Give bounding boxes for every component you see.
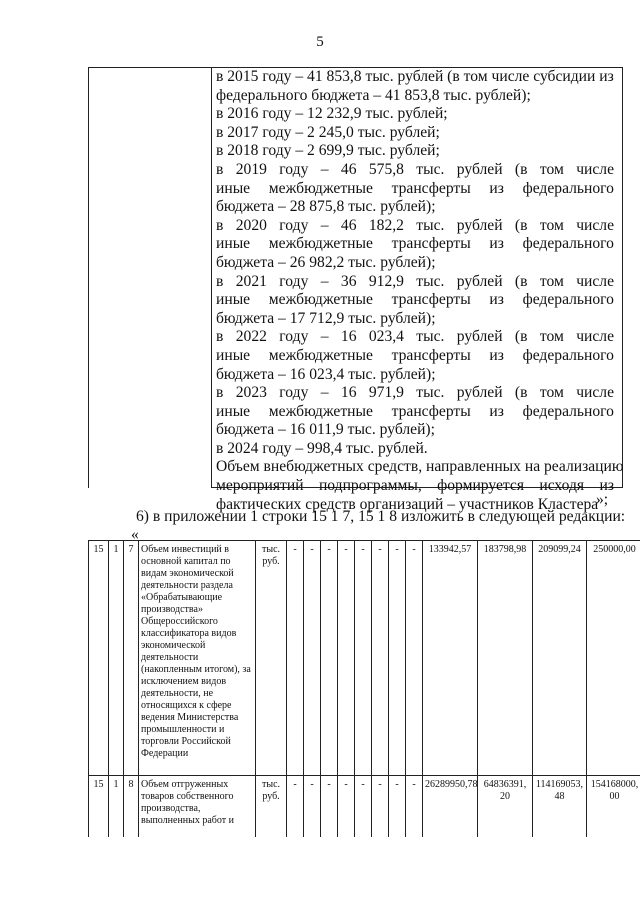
text-word: 971,9 [368, 384, 404, 402]
closing-quote: »; [596, 491, 609, 508]
text-line: фактических средств организаций – участников Кластера [216, 495, 599, 513]
table-cell: - [304, 776, 321, 838]
table-cell: - [287, 541, 304, 776]
text-word: 575,8 [368, 160, 404, 178]
table-cell: 26289950,78 [423, 776, 478, 838]
text-word: из [489, 291, 504, 309]
page-number: 5 [316, 34, 324, 50]
indicator-description-cell: Объем отгруженных товаров собственного производства, выполненных работ и [139, 776, 256, 838]
text-word: (в [514, 160, 528, 178]
text-line [216, 328, 614, 347]
table-cell: - [406, 541, 423, 776]
text-word: федерального [522, 291, 614, 309]
text-word: трансферты [391, 235, 471, 253]
text-word: трансферты [391, 291, 471, 309]
text-line: бюджета – 16 011,9 тыс. рублей); [216, 421, 435, 439]
table-cell: - [389, 776, 406, 838]
text-word: из [489, 235, 504, 253]
text-line [216, 273, 614, 292]
text-word: – [320, 328, 329, 346]
text-word: федерального [522, 235, 614, 253]
text-line: в 2015 году – 41 853,8 тыс. рублей (в том числе субсидии из [216, 68, 614, 85]
text-word: тыс. [416, 216, 445, 234]
text-word: межбюджетные [268, 235, 373, 253]
table-cell: - [338, 776, 355, 838]
text-word: из [489, 346, 504, 364]
text-word: 16 [340, 384, 357, 402]
text-word: (в [514, 272, 528, 290]
table-row [89, 776, 640, 838]
table-cell: 7 [124, 541, 139, 776]
text-word: исходя [539, 477, 585, 495]
table-cell: - [321, 776, 338, 838]
text-word: рублей [456, 328, 503, 346]
table-column-divider [211, 68, 212, 488]
table-cell: тыс. руб. [256, 776, 287, 838]
opening-quote: « [131, 526, 139, 543]
table-cell: 133942,57 [423, 541, 478, 776]
text-word: году [279, 216, 309, 234]
text-word: году [279, 328, 309, 346]
text-word: из [489, 402, 504, 420]
text-word: тыс. [416, 272, 445, 290]
text-word: межбюджетные [268, 179, 373, 197]
text-line [216, 477, 614, 496]
table-cell: - [321, 541, 338, 776]
text-word: числе [576, 384, 614, 402]
table-cell: 1 [109, 776, 124, 838]
table-cell: 8 [124, 776, 139, 838]
text-word: числе [576, 160, 614, 178]
table-cell: 250000,00 [587, 541, 640, 776]
table-cell: - [287, 776, 304, 838]
table-cell: - [355, 776, 372, 838]
table-cell: 154168000, 00 [587, 776, 640, 838]
table-cell: тыс. руб. [256, 541, 287, 776]
text-word: из [489, 179, 504, 197]
text-word: тыс. [416, 384, 445, 402]
text-word: – [320, 384, 329, 402]
table-cell: - [406, 776, 423, 838]
text-word: трансферты [391, 402, 471, 420]
text-word: 46 [340, 216, 357, 234]
text-word: числе [576, 272, 614, 290]
text-line: федерального бюджета – 41 853,8 тыс. рублей); [216, 86, 531, 104]
text-word: рублей [456, 272, 503, 290]
table-cell: - [372, 541, 389, 776]
text-line [216, 180, 614, 199]
table-cell: 209099,24 [533, 541, 587, 776]
text-word: иные [216, 179, 251, 197]
text-word: году [279, 160, 309, 178]
text-word: рублей [456, 160, 503, 178]
text-line: в 2018 году – 2 699,9 тыс. рублей; [216, 142, 440, 160]
text-word: 2022 [235, 328, 267, 346]
text-line [216, 403, 614, 422]
text-word: подпрограммы, [318, 477, 422, 495]
text-word: иные [216, 402, 251, 420]
text-word: году [279, 272, 309, 290]
text-line [216, 161, 614, 180]
text-word: формируется [437, 477, 524, 495]
text-word: 2023 [235, 384, 267, 402]
text-word: федерального [522, 402, 614, 420]
text-word: (в [514, 328, 528, 346]
text-word: трансферты [391, 179, 471, 197]
text-line: в 2017 году – 2 245,0 тыс. рублей; [216, 123, 440, 141]
text-line: бюджета – 26 982,2 тыс. рублей); [216, 253, 436, 271]
text-word: межбюджетные [268, 346, 373, 364]
table-cell: - [355, 541, 372, 776]
text-word: году [279, 384, 309, 402]
text-word: 023,4 [368, 328, 404, 346]
table-row [89, 541, 640, 776]
text-word: – [320, 272, 329, 290]
text-word: 2020 [235, 216, 267, 234]
text-word: тыс. [416, 328, 445, 346]
text-line: в 2024 году – 998,4 тыс. рублей. [216, 439, 428, 457]
text-word: том [539, 384, 564, 402]
text-line [216, 347, 614, 366]
text-word: трансферты [391, 346, 471, 364]
table-cell: 114169053, 48 [533, 776, 587, 838]
text-word: 16 [340, 328, 357, 346]
text-word: (в [514, 216, 528, 234]
table-cell: - [304, 541, 321, 776]
text-line [216, 384, 614, 403]
text-word: федерального [522, 179, 614, 197]
text-word: том [539, 216, 564, 234]
table-cell: - [389, 541, 406, 776]
text-word: рублей [456, 384, 503, 402]
text-word: 2021 [235, 272, 267, 290]
text-word: 36 [340, 272, 357, 290]
text-line: бюджета – 28 875,8 тыс. рублей); [216, 198, 436, 216]
text-line [216, 217, 614, 236]
text-word: числе [576, 216, 614, 234]
table-cell: 64836391, 20 [478, 776, 533, 838]
text-word: межбюджетные [268, 291, 373, 309]
text-word: 2019 [235, 160, 267, 178]
text-word: федерального [522, 346, 614, 364]
indicators-table [88, 540, 640, 837]
text-word: числе [576, 328, 614, 346]
text-word: иные [216, 235, 251, 253]
text-word: в [216, 216, 224, 234]
indicator-description-cell: Объем инвестиций в основной капитал по видам экономической деятельности раздела «Обрабатывающие производства» Общероссийского классификатора видов экономической деятельности (накопленным итогом), за исключением видов деятельности, не относящихся к сфере ведения Министерства промышленности и торговли Российской Федерации [139, 541, 256, 776]
text-word: в [216, 272, 224, 290]
text-word: рублей [456, 216, 503, 234]
text-word: иные [216, 291, 251, 309]
text-word: в [216, 328, 224, 346]
text-line: бюджета – 16 023,4 тыс. рублей); [216, 365, 436, 383]
text-word: тыс. [416, 160, 445, 178]
text-line: бюджета – 17 712,9 тыс. рублей); [216, 309, 436, 327]
text-word: межбюджетные [268, 402, 373, 420]
amendment-heading: 6) в приложении 1 строки 15 1 7, 15 1 8 изложить в следующей редакции: [136, 508, 626, 525]
text-word: том [539, 272, 564, 290]
table-cell: - [338, 541, 355, 776]
table-cell: 15 [89, 776, 109, 838]
text-line [216, 291, 614, 310]
text-word: 182,2 [368, 216, 404, 234]
text-line: в 2016 году – 12 232,9 тыс. рублей; [216, 105, 448, 123]
text-word: в [216, 160, 224, 178]
text-word: 912,9 [368, 272, 404, 290]
table-cell: 15 [89, 541, 109, 776]
text-word: мероприятий [216, 477, 304, 495]
text-word: в [216, 384, 224, 402]
table-cell: - [372, 776, 389, 838]
funding-text-block [216, 68, 624, 514]
table-cell: 1 [109, 541, 124, 776]
text-line: Объем внебюджетных средств, направленных на реализацию [216, 458, 624, 476]
text-word: – [320, 160, 329, 178]
table-cell: 183798,98 [478, 541, 533, 776]
text-word: том [539, 160, 564, 178]
text-line [216, 235, 614, 254]
text-word: том [539, 328, 564, 346]
text-word: 46 [340, 160, 357, 178]
text-word: иные [216, 346, 251, 364]
text-word: из [599, 477, 614, 495]
text-word: (в [514, 384, 528, 402]
text-word: – [320, 216, 329, 234]
